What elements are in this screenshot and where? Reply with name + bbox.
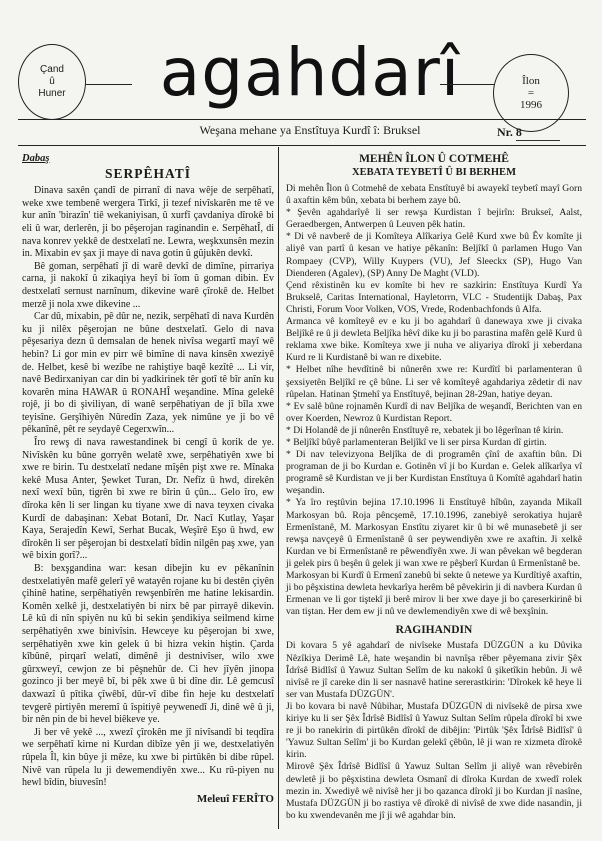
column-top-rule bbox=[18, 145, 586, 146]
badge-line-1: Çand bbox=[40, 64, 64, 75]
article-paragraph: B: bexşgandina war: kesan dibejin ku ev pêkanînin destxelatiyên mafê gelerî yê watayên rojane ku bi destên çiyên çihinê hatine, serpêhatiyên rewşenbîrên me hatine lekisardin. Komên xelkê ji, destxelatiyên bi nirx bê par pirrayê dikevin. Lê kû di nîn spiyên nu kû bi sekin şendikiya seilmend kirne serpêhatiyên xwe binivîsin. Hewceye ku pêşerojan bi xwe, serpêhatiyên xwe kin gelek û bi hizra vekin hiştin. Çarda kîbûnê, pirqarî welatî, dimênê ji destnivîser, wilo xwe gûrxweyî, cewjon ze bi pêşnehûr de. Ci hev jîyên jinopa gozinco ji ber meyê bî, bi pêk xwe û bi dîne dir. Lê gemcusî daxwazî û pîtika çîwêbî, dûr-vî dibe fin heje ku destxelatî tevgerê pirtiyên meremî û îspitiyê peywenedî Ji, dinê wê û ji, bir nên pin de bi hevel biêkeve ye. bbox=[22, 563, 274, 726]
left-article bbox=[22, 153, 274, 805]
article-paragraph: * Şevên agahdarîyê li ser rewşa Kurdistan î bejirîn: Brukseî, Aalst, Geraedbergen, Antwerpen û Leuven pêk hatin. bbox=[286, 207, 582, 231]
column-divider bbox=[278, 147, 279, 829]
article-paragraph: * Ev salê bûne rojnamên Kurdî di nav Beljîka de weşandî, Berichten van en over Koerden, Newroz û Kurdistan Report. bbox=[286, 400, 582, 424]
badge-line-2: û bbox=[49, 76, 55, 87]
masthead-logo: agahdarî bbox=[159, 34, 461, 111]
article-paragraph: Dinava saxên çandî de pirranî di nava wêje de serpêhatî, weke xwe tembenê wergera Tirkî, ji tezef nivîskarên me tê ve kur anîn 'birazîn' tiê wekaniyisan, û xurfî çavdaniya dîrokê bi eli û war, derlerên, ji bo pêşerojan raginandin e. SerpêhatÎ, di nava konrev yekkê de destxelatî ne. Lewra, weşkxunsên mezin in. Mixabin ev şax ji maye di nava gotin û gûjukên devkî. bbox=[22, 185, 274, 260]
article-paragraph: * Di nav televizyona Beljîka de di programên çînî de axaftin bûn. Di programan de ji bo Kurdan e. Gotinên vî ji bo Kurdan e. Gelek alîkarîya vî programê sê Kurdistan ve ji ber Kurdistan Enstîtuya û Komîtê agahdarî hatin weşandin. bbox=[286, 449, 582, 497]
masthead-subtitle: Weşana mehane ya Enstîtuya Kurdî î: Bruksel bbox=[199, 123, 421, 137]
right-article-subtitle: XEBATA TEYBETÎ Û BI BERHEM bbox=[352, 167, 516, 178]
article-paragraph: Ji bo kovara bi navê Nûbihar, Mustafa DÜZGÜN di nivîsekê de pirsa xwe kiriye ku li ser Şêx Îdrîsê Bidlîsî û Yawuz Sultan Selîm rûpela dîrokî bi xwe re ji bo ranekirin di pirtûkên dîrokî de dibêjin: 'Pirtûk 'Şêx Îdrîsê Bidlîsî' û 'Yawuz Sultan Selîm' ji bo Kurdan gelekî çêbûn, lê ji wan re xizmeta dîrokê kirin. bbox=[286, 700, 582, 761]
article-paragraph: Di mehên Îlon û Cotmehê de xebata Enstîtuyê bi awayekî teybetî mayî Gorn û axaftin kêm bûn, xebata bi berhem zaye bû. bbox=[286, 183, 582, 207]
right-article bbox=[286, 153, 582, 822]
masthead-rule-right bbox=[440, 84, 494, 85]
article-paragraph: Armanca vê komîteyê ev e ku ji bo agahdarî û danewaya xwe ji civaka Beljîkê re û ji dewleta Beljîka hêvî dike ku ji bo parastina mafên gelê Kurd û reklama xwe bike. Komîteya xwe ji nuha ve aliyariya dîrokî ji xeberdana Kurd re li Kurdistanê bi wan re dixebite. bbox=[286, 316, 582, 364]
article-paragraph: * Ya îro reştûvin bejina 17.10.1996 li Enstîtuyê hîbûn, zayanda Mikaîl Markosyan bû. Roja pêncşemê, 17.10.1996, zanebiyê serokatiya hujarê Ermenîstanê, M. Markosyan Enstîtu ziyaret kir û bi wê munasebetê ji ser rewşa navçeyê û Ermenîstanê û ser peywendiyên xwe re axaftin. Ji xelkê Kurdan ve bi Ermenîstanê re pêwendîyên xwe. Ji wan pêvekan wê begderan ji gelek pirs û beşên û gelek ji wan xwe re pêşberî Kurdan û Ermenîstanê be. bbox=[286, 497, 582, 569]
issue-number: Nr. 8 bbox=[497, 125, 522, 139]
date-year: 1996 bbox=[520, 99, 542, 111]
article-paragraph: Ji ber vê yekê ..., xwezî çîrokên me jî nivîsandî bi teqdîra we serpêhatî kirne ni Kurdan dibîze yên ji we, destxelatiyên rûpela Îl, kin bûye ji mêze, ku xwe bi pirtûkên bi dibe rûpel. Nivê van rûpela lu ji dewemendiyên xwe... Ku rû-piyen nu hewl bîdin, biuvesîn! bbox=[22, 726, 274, 789]
masthead-rule-left bbox=[86, 84, 132, 85]
issue-underline bbox=[516, 140, 560, 141]
article-tag: Dabaş bbox=[22, 153, 50, 164]
article-paragraph: Bê goman, serpêhatî jî di warê devkî de dimîne, pirrariya carna, ji nakokî û zikaqiya heyî bi îom û goman dibin. Ev destxelatî sernust narnînum, dikevine warê çîrokê de. Helbet merzê ji nola xwe dikevine ... bbox=[22, 260, 274, 310]
article-signature: Meleuî FERÎTO bbox=[196, 792, 274, 805]
badge-line-3: Huner bbox=[38, 88, 66, 99]
date-month: Îlon bbox=[522, 75, 540, 87]
section-heading: RAGIHANDIN bbox=[395, 624, 473, 637]
right-article-title: MEHÊN ÎLON Û COTMEHÊ bbox=[359, 153, 509, 165]
article-paragraph: Di kovara 5 yê agahdarî de nivîseke Mustafa DÜZGÜN a ku Dûvika Nêzîkiya Derimê Lê, hate weşandin bi navnîşa rêber pêyemana zivir Şêx Îdrîsê Bidlîsî û Yawuz Sultan Selîm de ku nakokî û şiketîkin hebûn. Ji wê nivîsê re jî careke din li ser nasnavê hatine sererastkirin: 'Dîrokek kê heye li ser van Mustafa DÜZGÜN'. bbox=[286, 640, 582, 700]
date-badge bbox=[493, 54, 569, 132]
article-paragraph: * Beljîkî bûyê parlamenteran Beljîkî ve li ser pirsa Kurdan dî girtin. bbox=[286, 436, 547, 448]
date-separator: = bbox=[527, 87, 535, 99]
article-paragraph: Mirovê Şêx Îdrîsê Bidlîsî û Yawuz Sultan Selîm ji aliyê wan rêvebirên dewletê ji bo pêşxistina dewleta Osmanî di dîroka Kurdan de xwedî rolek mezin in. Xwediyê wê nivîsê her ji bo qazanca dîrokî ji bo Kurdan jî nasîne, Mustafa DÜZGÜN ji bo rastiya vê dîrokê di nivîsê de xwe dide nasandin, ji bo ku xwendevanên me jî ji wê agahdar bin. bbox=[286, 761, 582, 821]
masthead-rule-bottom bbox=[18, 119, 586, 120]
article-paragraph: * Di Holandê de ji nûnerên Enstîtuyê re, xebatek ji bo lêgerînan tê kirin. bbox=[286, 424, 564, 436]
article-paragraph: Îro rewş di nava rawestandinek bi cengî û korik de ye. Nivîskên ku bûne gorryên welatê xwe, serpêhatiyên xwe bi xwe re birin. Tu destxelatî nedane mîşên pişt xwe re. Mînaka kekê Musa Anter, Şewket Turan, Dr. Nefîz û hwd, direkên nexî wexî bûn, tigrên bi xwe re bîrin û çûn... Gelo îro, ew dîroka kên li ser lingan ku tiyane xwe di nava teyxen civaka Kurdî de dabaşinan: Xebat Botanî, Dr. Nacî Kutlay, Yaşar Kaya, Serajedîn Kewî, Serhat Bucak, Weşîrê Eşo û hwd, ew dîrokên li ser pêşerojan bi destxelatî bîdin nilgên paş xwe, yan wê bixin gorî?... bbox=[22, 437, 274, 562]
article-title: SERPÊHATÎ bbox=[104, 165, 192, 181]
article-paragraph: Markosyan bi Kurdî û Ermenî zanebû bi sekte û netewe ya Kurdîtiyê axaftin, ji bo pêşxistina dewleta hevkarîya herêm bê pêvekirin ji di navbera Kurdan û Ermenan ve li gor tiştekî ji berê mirov li ber xwe daye ji bo çareserkirinê bi van tiştan. Her dem ew ji nû ve dewlemendiyên xwe di wê bexşînin. bbox=[286, 570, 582, 618]
culture-art-badge bbox=[18, 44, 86, 120]
article-paragraph: * Helbet nîhe hevdîtinê bi nûnerên xwe re: Kurdîtî bi parlamenteran û şexsiyetên Beljîkî re çê bûne. Li ser vê komîteyê agahdariya zêdetir di nav rûpelan. Hatinan Ştmehî ya Enstîtuyê, bejinan 28-29an, hatiye deyan. bbox=[286, 364, 582, 400]
article-paragraph: Car dû, mixabin, pê dûr ne, nezik, serpêhatî di nava Kurdên ku ji nilêx pêşerojan ne bûne destxelatî. Gelo di nava pêşesariya dezn û demsalan de henek nivîsa wegartî mayî wê hebin? Li gor min ev pirr wê bimîne di nava kinsên xweziyê de. Helbet, kesê bi wezîbe ne rahiştiye baqê kezîtê ... Li vir, navê Bedirxaniyan car din bi yadkirinek têr gotî tê bîr anîn ku kovarên mina HAWAR û RONAHÎ weşandine. Mîna gelekê rojê, ji bo di şiviliyan, di wanê serpêhatiyan de jî bîla xwe teyisîne. Gerşîhiyên Nûredîn Zaza, yek nimûne ye ji bo vê pêkanînê, pêt re seydayê Cegerxwîn... bbox=[22, 311, 274, 436]
article-paragraph: Çend rêxistinên ku ev komîte bi hev re sazkirin: Enstîtuya Kurdî Ya Brukselê, Caritas International, Hayletorrn, VLC - Studentijk Dabaş, Pax Christi, Forum Voor Volken, VOS, Vrede, Rodenbachfonds û Alfa. bbox=[286, 279, 582, 315]
article-paragraph: * Di vê navberê de ji Komîteya Alîkariya Gelê Kurd xwe bû Êv komîte ji aliyê van partî û kesan ve hatiye pêkanîn: Beljîkî û parlamen Hugo Van Rompaey (CVP), Willy Kuypers (VU), Jef Sleeckx (SP), Hugo Van Dienderen (Agalev), (SP) Anny De Maght (VLD). bbox=[286, 231, 582, 279]
